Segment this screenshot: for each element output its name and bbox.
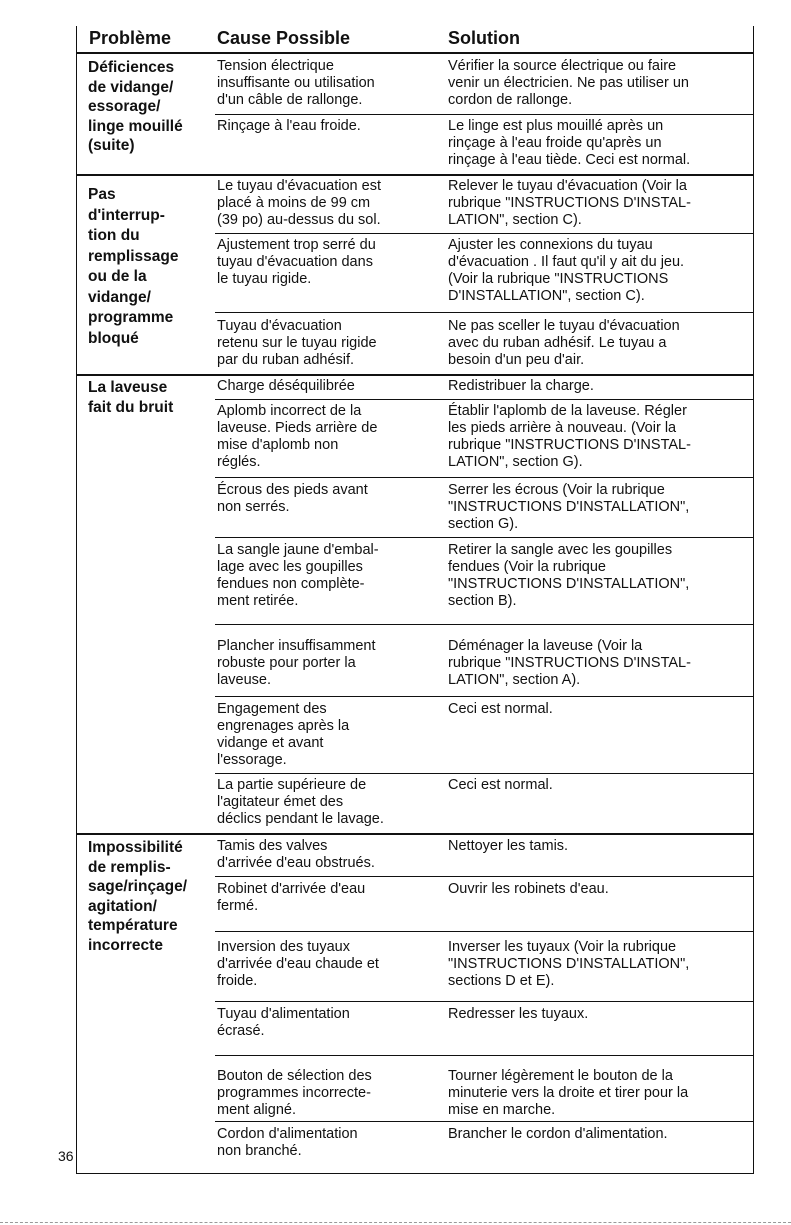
cause-cell: Écrous des pieds avant non serrés. [217, 482, 368, 515]
row-divider [215, 773, 754, 774]
row-divider [215, 233, 754, 234]
solution-cell: Le linge est plus mouillé après un rinçage à l'eau froide qu'après un rinçage à l'eau tiède. Ceci est normal. [448, 118, 691, 168]
solution-cell: Ajuster les connexions du tuyau d'évacuation . Il faut qu'il y ait du jeu. (Voir la rubrique "INSTRUCTIONS D'INSTALLATION", section C). [448, 237, 685, 304]
solution-cell: Retirer la sangle avec les goupilles fendues (Voir la rubrique "INSTRUCTIONS D'INSTALLATION", section B). [448, 542, 690, 609]
problem-label: Déficiences de vidange/ essorage/ linge mouillé (suite) [88, 59, 183, 154]
cause-cell: Bouton de sélection des programmes incorrecte- ment aligné. [217, 1068, 372, 1118]
cause-cell: Aplomb incorrect de la laveuse. Pieds arrière de mise d'aplomb non réglés. [217, 403, 378, 470]
page-number: 36 [58, 1148, 74, 1164]
cause-cell: Tension électrique insuffisante ou utilisation d'un câble de rallonge. [217, 58, 375, 108]
row-divider [215, 1121, 754, 1122]
row-divider [215, 312, 754, 313]
section-divider [76, 174, 754, 176]
row-divider [215, 399, 754, 400]
cause-cell: Le tuyau d'évacuation est placé à moins de 99 cm (39 po) au-dessus du sol. [217, 178, 381, 228]
problem-label: Impossibilité de remplis- sage/rinçage/ agitation/ température incorrecte [88, 839, 188, 954]
row-divider [215, 1001, 754, 1002]
row-divider [215, 477, 754, 478]
solution-cell: Inverser les tuyaux (Voir la rubrique "INSTRUCTIONS D'INSTALLATION", sections D et E). [448, 939, 690, 989]
solution-cell: Brancher le cordon d'alimentation. [448, 1126, 668, 1142]
row-divider [215, 696, 754, 697]
solution-cell: Vérifier la source électrique ou faire venir un électricien. Ne pas utiliser un cordon de rallonge. [448, 58, 689, 108]
cause-cell: Charge déséquilibrée [217, 378, 355, 394]
solution-cell: Nettoyer les tamis. [448, 838, 569, 854]
cause-cell: Cordon d'alimentation non branché. [217, 1126, 358, 1159]
cause-cell: La sangle jaune d'embal- lage avec les goupilles fendues non complète- ment retirée. [217, 542, 379, 609]
solution-cell: Tourner légèrement le bouton de la minuterie vers la droite et tirer pour la mise en marche. [448, 1068, 689, 1118]
solution-cell: Déménager la laveuse (Voir la rubrique "INSTRUCTIONS D'INSTAL- LATION", section A). [448, 638, 691, 688]
cause-cell: Robinet d'arrivée d'eau fermé. [217, 881, 366, 914]
cause-cell: Tuyau d'alimentation écrasé. [217, 1006, 350, 1039]
row-divider [215, 931, 754, 932]
solution-cell: Relever le tuyau d'évacuation (Voir la rubrique "INSTRUCTIONS D'INSTAL- LATION", section C). [448, 178, 691, 228]
cause-cell: Ajustement trop serré du tuyau d'évacuation dans le tuyau rigide. [217, 237, 376, 287]
page-bottom-rule [0, 1222, 791, 1223]
solution-cell: Ceci est normal. [448, 777, 553, 793]
cause-cell: La partie supérieure de l'agitateur émet des déclics pendant le lavage. [217, 777, 384, 827]
solution-cell: Ne pas sceller le tuyau d'évacuation avec du ruban adhésif. Le tuyau a besoin d'un peu d'air. [448, 318, 680, 368]
solution-cell: Ceci est normal. [448, 701, 553, 717]
solution-cell: Ouvrir les robinets d'eau. [448, 881, 609, 897]
row-divider [215, 876, 754, 877]
header-problem: Problème [89, 28, 172, 48]
section-divider [76, 374, 754, 376]
row-divider [215, 624, 754, 625]
header-solution: Solution [448, 28, 520, 48]
cause-cell: Tamis des valves d'arrivée d'eau obstrués. [217, 838, 375, 871]
cause-cell: Inversion des tuyaux d'arrivée d'eau chaude et froide. [217, 939, 379, 989]
solution-cell: Redistribuer la charge. [448, 378, 594, 394]
header-rule [76, 52, 754, 54]
cause-cell: Plancher insuffisamment robuste pour porter la laveuse. [217, 638, 376, 688]
cause-cell: Tuyau d'évacuation retenu sur le tuyau rigide par du ruban adhésif. [217, 318, 377, 368]
row-divider [215, 537, 754, 538]
solution-cell: Serrer les écrous (Voir la rubrique "INSTRUCTIONS D'INSTALLATION", section G). [448, 482, 690, 532]
cause-cell: Rinçage à l'eau froide. [217, 118, 361, 134]
row-divider [215, 114, 754, 115]
header-cause: Cause Possible [217, 28, 351, 48]
row-divider [215, 1055, 754, 1056]
problem-label: Pas d'interrup- tion du remplissage ou de la vidange/ programme bloqué [88, 186, 179, 347]
problem-label: La laveuse fait du bruit [88, 379, 174, 416]
section-divider [76, 833, 754, 835]
solution-cell: Établir l'aplomb de la laveuse. Régler les pieds arrière à nouveau. (Voir la rubrique "INSTRUCTIONS D'INSTAL- LATION", section G). [448, 403, 691, 470]
solution-cell: Redresser les tuyaux. [448, 1006, 589, 1022]
cause-cell: Engagement des engrenages après la vidange et avant l'essorage. [217, 701, 350, 768]
